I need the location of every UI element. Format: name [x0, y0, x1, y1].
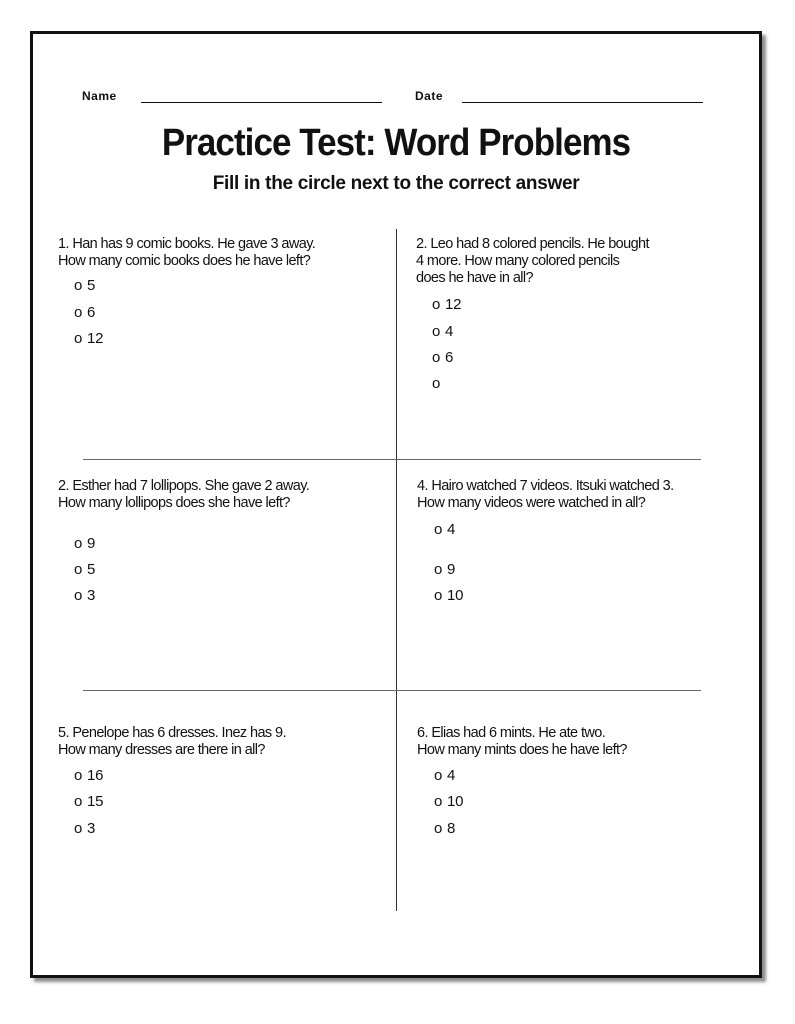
q6-option-2-label: 10 [447, 793, 464, 810]
q1-option-2[interactable] [74, 304, 95, 321]
answer-bubble-icon[interactable]: o [74, 304, 83, 321]
date-label: Date [415, 89, 444, 103]
question-2 [416, 236, 649, 287]
answer-bubble-icon[interactable]: o [74, 820, 83, 837]
q2-option-4[interactable] [432, 375, 445, 392]
q4-option-2-label: 9 [447, 561, 456, 578]
q6-option-1-label: 4 [447, 767, 456, 784]
q3-option-1-label: 9 [87, 535, 96, 552]
q4-option-3[interactable] [434, 587, 463, 604]
q5-option-3[interactable] [74, 820, 95, 837]
q6-option-1[interactable] [434, 767, 455, 784]
q1-option-3[interactable] [74, 330, 103, 347]
answer-bubble-icon[interactable]: o [432, 349, 441, 366]
column-divider [396, 229, 397, 911]
q4-option-1-label: 4 [447, 521, 456, 538]
q6-option-3-label: 8 [447, 820, 456, 837]
q5-option-2-label: 15 [87, 793, 104, 810]
q1-option-3-label: 12 [87, 330, 104, 347]
answer-bubble-icon[interactable]: o [434, 793, 443, 810]
q6-option-3[interactable] [434, 820, 455, 837]
answer-bubble-icon[interactable]: o [74, 561, 83, 578]
q2-option-3-label: 6 [445, 349, 454, 366]
q2-option-1[interactable] [432, 296, 461, 313]
answer-bubble-icon[interactable]: o [434, 587, 443, 604]
worksheet-page [30, 31, 762, 978]
q3-option-3-label: 3 [87, 587, 96, 604]
question-6 [417, 725, 627, 759]
answer-bubble-icon[interactable]: o [432, 296, 441, 313]
question-4-text: 4. Hairo watched 7 videos. Itsuki watched 3. How many videos were watched in all? [417, 478, 674, 511]
q2-option-2-label: 4 [445, 323, 454, 340]
q4-option-1[interactable] [434, 521, 455, 538]
q1-option-1[interactable] [74, 277, 95, 294]
answer-bubble-icon[interactable]: o [74, 535, 83, 552]
answer-bubble-icon[interactable]: o [74, 793, 83, 810]
answer-bubble-icon[interactable]: o [434, 521, 443, 538]
page-subtitle: Fill in the circle next to the correct answer [212, 173, 580, 194]
q3-option-3[interactable] [74, 587, 95, 604]
q1-option-2-label: 6 [87, 304, 96, 321]
question-6-text: 6. Elias had 6 mints. He ate two. How many mints does he have left? [417, 725, 627, 758]
q5-option-3-label: 3 [87, 820, 96, 837]
q4-option-2[interactable] [434, 561, 455, 578]
question-2-text: 2. Leo had 8 colored pencils. He bought 4 more. How many colored pencils does he have in all? [416, 236, 649, 286]
q3-option-2[interactable] [74, 561, 95, 578]
question-5 [58, 725, 286, 759]
answer-bubble-icon[interactable]: o [434, 820, 443, 837]
answer-bubble-icon[interactable]: o [432, 375, 441, 392]
q2-option-2[interactable] [432, 323, 453, 340]
answer-bubble-icon[interactable]: o [74, 277, 83, 294]
q6-option-2[interactable] [434, 793, 463, 810]
q3-option-1[interactable] [74, 535, 95, 552]
q2-option-1-label: 12 [445, 296, 462, 313]
q1-option-1-label: 5 [87, 277, 96, 294]
answer-bubble-icon[interactable]: o [434, 561, 443, 578]
date-line [462, 102, 703, 103]
question-3-text: 2. Esther had 7 lollipops. She gave 2 away. How many lollipops does she have left? [58, 478, 310, 511]
row-divider-1 [83, 459, 701, 460]
page-title: Practice Test: Word Problems [161, 122, 631, 164]
question-1-text: 1. Han has 9 comic books. He gave 3 away. How many comic books does he have left? [58, 236, 316, 269]
answer-bubble-icon[interactable]: o [74, 587, 83, 604]
question-4 [417, 478, 674, 512]
name-line [141, 102, 382, 103]
q5-option-2[interactable] [74, 793, 103, 810]
question-1 [58, 236, 315, 270]
row-divider-2 [83, 690, 701, 691]
q5-option-1[interactable] [74, 767, 103, 784]
answer-bubble-icon[interactable]: o [74, 330, 83, 347]
question-3 [58, 478, 309, 512]
answer-bubble-icon[interactable]: o [432, 323, 441, 340]
answer-bubble-icon[interactable]: o [434, 767, 443, 784]
q4-option-3-label: 10 [447, 587, 464, 604]
q5-option-1-label: 16 [87, 767, 104, 784]
answer-bubble-icon[interactable]: o [74, 767, 83, 784]
q2-option-3[interactable] [432, 349, 453, 366]
name-label: Name [82, 89, 117, 103]
q3-option-2-label: 5 [87, 561, 96, 578]
question-5-text: 5. Penelope has 6 dresses. Inez has 9. How many dresses are there in all? [58, 725, 286, 758]
